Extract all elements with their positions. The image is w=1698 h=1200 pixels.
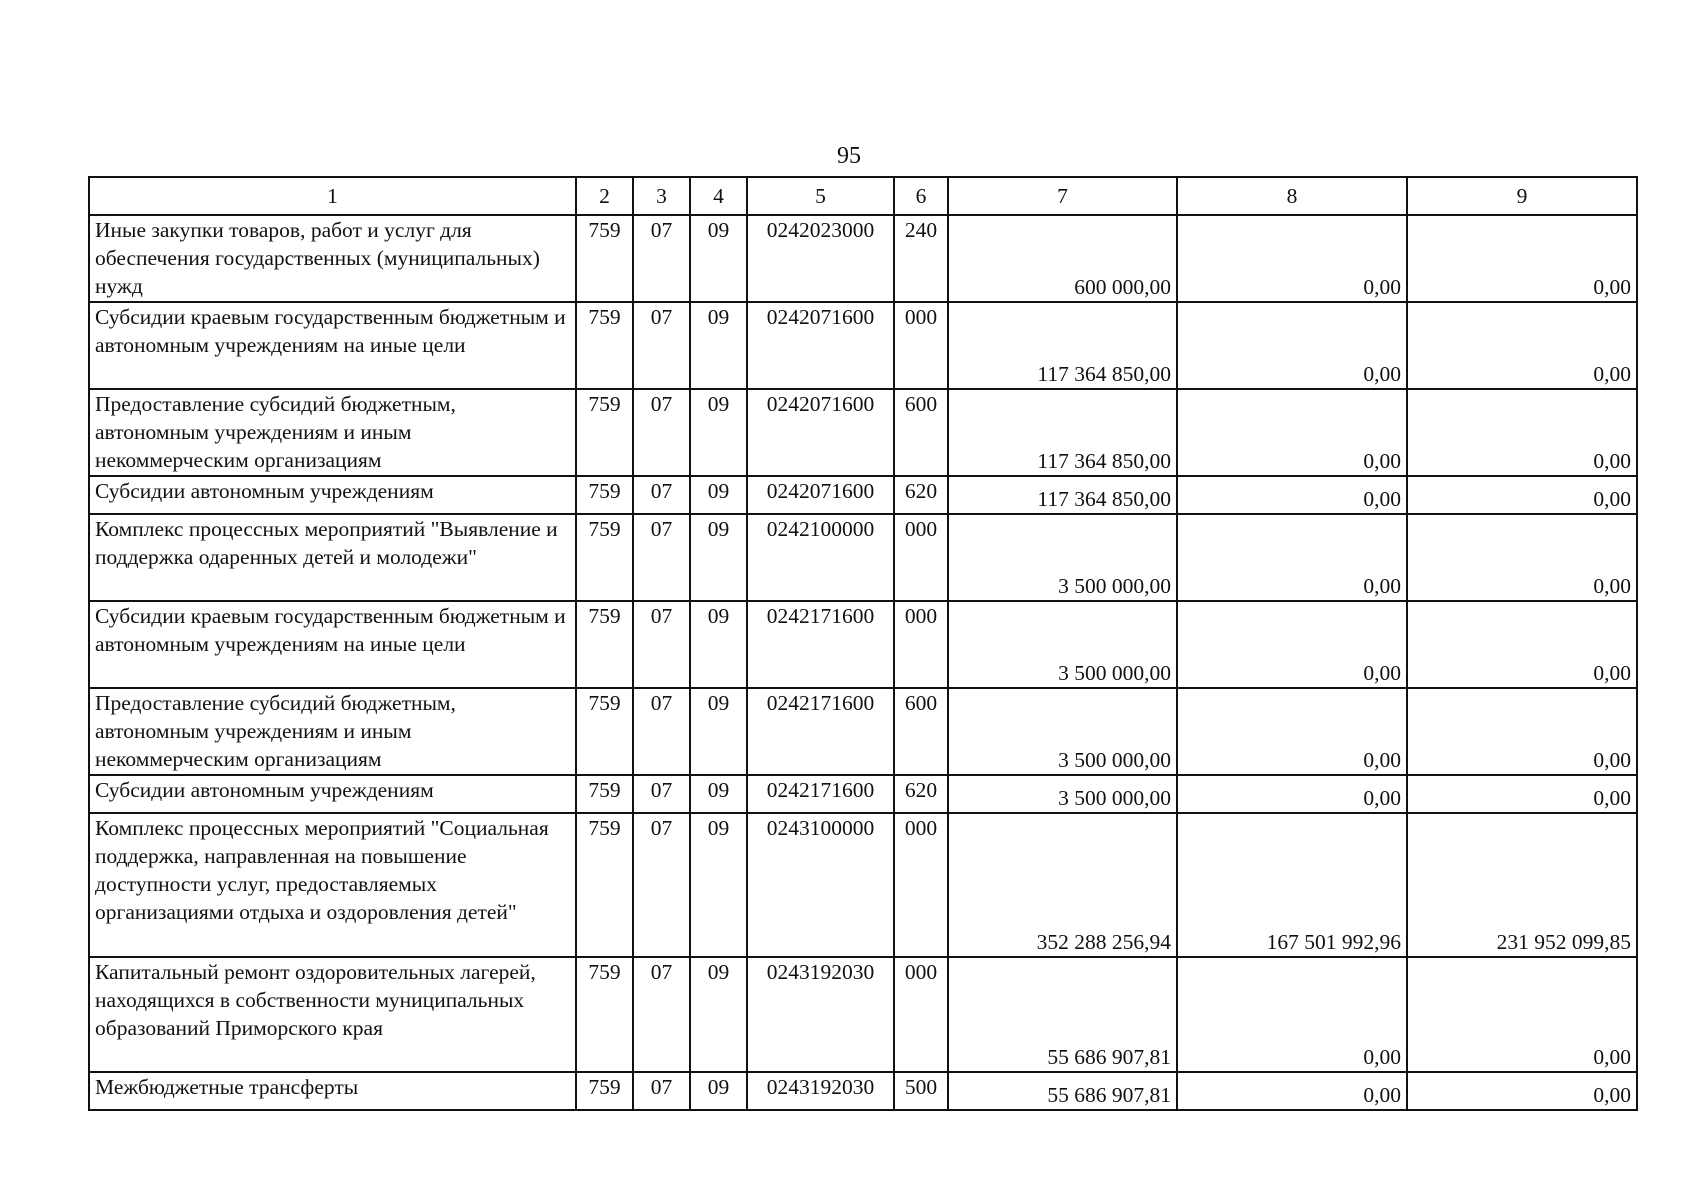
- row-name: Капитальный ремонт оздоровительных лагерей, находящихся в собственности муниципальных образований Приморского края: [89, 957, 576, 1072]
- row-code-4: 09: [690, 1072, 747, 1110]
- row-amount-7: 117 364 850,00: [948, 476, 1177, 514]
- row-name: Предоставление субсидий бюджетным, автономным учреждениям и иным некоммерческим организациям: [89, 688, 576, 775]
- row-code-2: 759: [576, 775, 633, 813]
- row-code-5: 0242071600: [747, 389, 894, 476]
- row-amount-7: 55 686 907,81: [948, 1072, 1177, 1110]
- row-code-3: 07: [633, 302, 690, 389]
- row-code-2: 759: [576, 514, 633, 601]
- table-row: [89, 215, 1637, 302]
- row-amount-9: 0,00: [1407, 476, 1637, 514]
- table-row: [89, 514, 1637, 601]
- row-code-2: 759: [576, 389, 633, 476]
- row-code-3: 07: [633, 389, 690, 476]
- row-amount-8: 167 501 992,96: [1177, 813, 1407, 957]
- row-code-2: 759: [576, 813, 633, 957]
- table-row: [89, 1072, 1637, 1110]
- row-name: Комплекс процессных мероприятий "Социальная поддержка, направленная на повышение доступности услуг, предоставляемых организациями отдыха и оздоровления детей": [89, 813, 576, 957]
- row-amount-9: 231 952 099,85: [1407, 813, 1637, 957]
- row-code-6: 000: [894, 601, 948, 688]
- row-code-2: 759: [576, 476, 633, 514]
- row-code-6: 600: [894, 688, 948, 775]
- row-name: Субсидии автономным учреждениям: [89, 775, 576, 813]
- row-code-5: 0242171600: [747, 601, 894, 688]
- table-row: [89, 476, 1637, 514]
- table-row: [89, 775, 1637, 813]
- column-header: 7: [948, 177, 1177, 215]
- row-amount-9: 0,00: [1407, 389, 1637, 476]
- row-code-5: 0242171600: [747, 688, 894, 775]
- row-code-2: 759: [576, 957, 633, 1072]
- table-row: [89, 601, 1637, 688]
- row-name: Субсидии краевым государственным бюджетным и автономным учреждениям на иные цели: [89, 601, 576, 688]
- table-row: [89, 813, 1637, 957]
- row-code-4: 09: [690, 389, 747, 476]
- header-row: [89, 177, 1637, 215]
- row-code-6: 000: [894, 813, 948, 957]
- table-row: [89, 688, 1637, 775]
- row-amount-7: 3 500 000,00: [948, 688, 1177, 775]
- row-code-5: 0242023000: [747, 215, 894, 302]
- row-amount-9: 0,00: [1407, 215, 1637, 302]
- row-amount-8: 0,00: [1177, 389, 1407, 476]
- row-amount-7: 600 000,00: [948, 215, 1177, 302]
- row-code-6: 000: [894, 957, 948, 1072]
- row-code-4: 09: [690, 601, 747, 688]
- row-code-5: 0242071600: [747, 302, 894, 389]
- column-header: 6: [894, 177, 948, 215]
- row-code-4: 09: [690, 813, 747, 957]
- row-code-5: 0242171600: [747, 775, 894, 813]
- table-row: [89, 302, 1637, 389]
- row-code-4: 09: [690, 215, 747, 302]
- row-code-6: 000: [894, 302, 948, 389]
- row-code-6: 600: [894, 389, 948, 476]
- table-row: [89, 957, 1637, 1072]
- row-code-4: 09: [690, 302, 747, 389]
- row-code-4: 09: [690, 476, 747, 514]
- column-header: 5: [747, 177, 894, 215]
- row-code-4: 09: [690, 775, 747, 813]
- row-code-2: 759: [576, 302, 633, 389]
- row-code-2: 759: [576, 688, 633, 775]
- row-name: Межбюджетные трансферты: [89, 1072, 576, 1110]
- row-amount-7: 3 500 000,00: [948, 601, 1177, 688]
- table-row: [89, 389, 1637, 476]
- row-code-3: 07: [633, 957, 690, 1072]
- row-amount-9: 0,00: [1407, 775, 1637, 813]
- row-amount-7: 3 500 000,00: [948, 514, 1177, 601]
- row-amount-9: 0,00: [1407, 957, 1637, 1072]
- row-amount-9: 0,00: [1407, 601, 1637, 688]
- row-code-6: 620: [894, 775, 948, 813]
- row-amount-7: 3 500 000,00: [948, 775, 1177, 813]
- row-code-2: 759: [576, 601, 633, 688]
- row-amount-9: 0,00: [1407, 1072, 1637, 1110]
- column-header: 1: [89, 177, 576, 215]
- row-code-4: 09: [690, 688, 747, 775]
- row-code-5: 0242071600: [747, 476, 894, 514]
- column-header: 4: [690, 177, 747, 215]
- row-code-5: 0243192030: [747, 1072, 894, 1110]
- row-code-2: 759: [576, 1072, 633, 1110]
- row-amount-8: 0,00: [1177, 688, 1407, 775]
- row-amount-8: 0,00: [1177, 476, 1407, 514]
- table-body: [89, 215, 1637, 1110]
- row-amount-9: 0,00: [1407, 302, 1637, 389]
- column-header: 9: [1407, 177, 1637, 215]
- column-header: 2: [576, 177, 633, 215]
- row-amount-9: 0,00: [1407, 688, 1637, 775]
- row-code-5: 0243100000: [747, 813, 894, 957]
- row-code-3: 07: [633, 514, 690, 601]
- row-name: Комплекс процессных мероприятий "Выявление и поддержка одаренных детей и молодежи": [89, 514, 576, 601]
- row-amount-8: 0,00: [1177, 1072, 1407, 1110]
- row-code-3: 07: [633, 775, 690, 813]
- row-amount-7: 352 288 256,94: [948, 813, 1177, 957]
- row-name: Субсидии краевым государственным бюджетным и автономным учреждениям на иные цели: [89, 302, 576, 389]
- row-code-4: 09: [690, 514, 747, 601]
- row-name: Иные закупки товаров, работ и услуг для обеспечения государственных (муниципальных) нужд: [89, 215, 576, 302]
- row-code-3: 07: [633, 601, 690, 688]
- row-amount-9: 0,00: [1407, 514, 1637, 601]
- row-name: Предоставление субсидий бюджетным, автономным учреждениям и иным некоммерческим организациям: [89, 389, 576, 476]
- row-code-6: 500: [894, 1072, 948, 1110]
- column-header: 3: [633, 177, 690, 215]
- row-amount-7: 117 364 850,00: [948, 389, 1177, 476]
- row-code-5: 0243192030: [747, 957, 894, 1072]
- row-code-6: 620: [894, 476, 948, 514]
- row-code-3: 07: [633, 1072, 690, 1110]
- column-header: 8: [1177, 177, 1407, 215]
- row-code-6: 240: [894, 215, 948, 302]
- row-code-3: 07: [633, 688, 690, 775]
- row-amount-7: 55 686 907,81: [948, 957, 1177, 1072]
- row-code-4: 09: [690, 957, 747, 1072]
- row-amount-8: 0,00: [1177, 215, 1407, 302]
- row-code-3: 07: [633, 813, 690, 957]
- row-name: Субсидии автономным учреждениям: [89, 476, 576, 514]
- row-amount-8: 0,00: [1177, 601, 1407, 688]
- row-code-6: 000: [894, 514, 948, 601]
- row-code-3: 07: [633, 215, 690, 302]
- row-amount-8: 0,00: [1177, 302, 1407, 389]
- budget-table: [88, 176, 1638, 1111]
- row-amount-7: 117 364 850,00: [948, 302, 1177, 389]
- row-amount-8: 0,00: [1177, 514, 1407, 601]
- row-code-3: 07: [633, 476, 690, 514]
- row-amount-8: 0,00: [1177, 775, 1407, 813]
- page-number: 95: [837, 143, 861, 169]
- row-amount-8: 0,00: [1177, 957, 1407, 1072]
- row-code-2: 759: [576, 215, 633, 302]
- row-code-5: 0242100000: [747, 514, 894, 601]
